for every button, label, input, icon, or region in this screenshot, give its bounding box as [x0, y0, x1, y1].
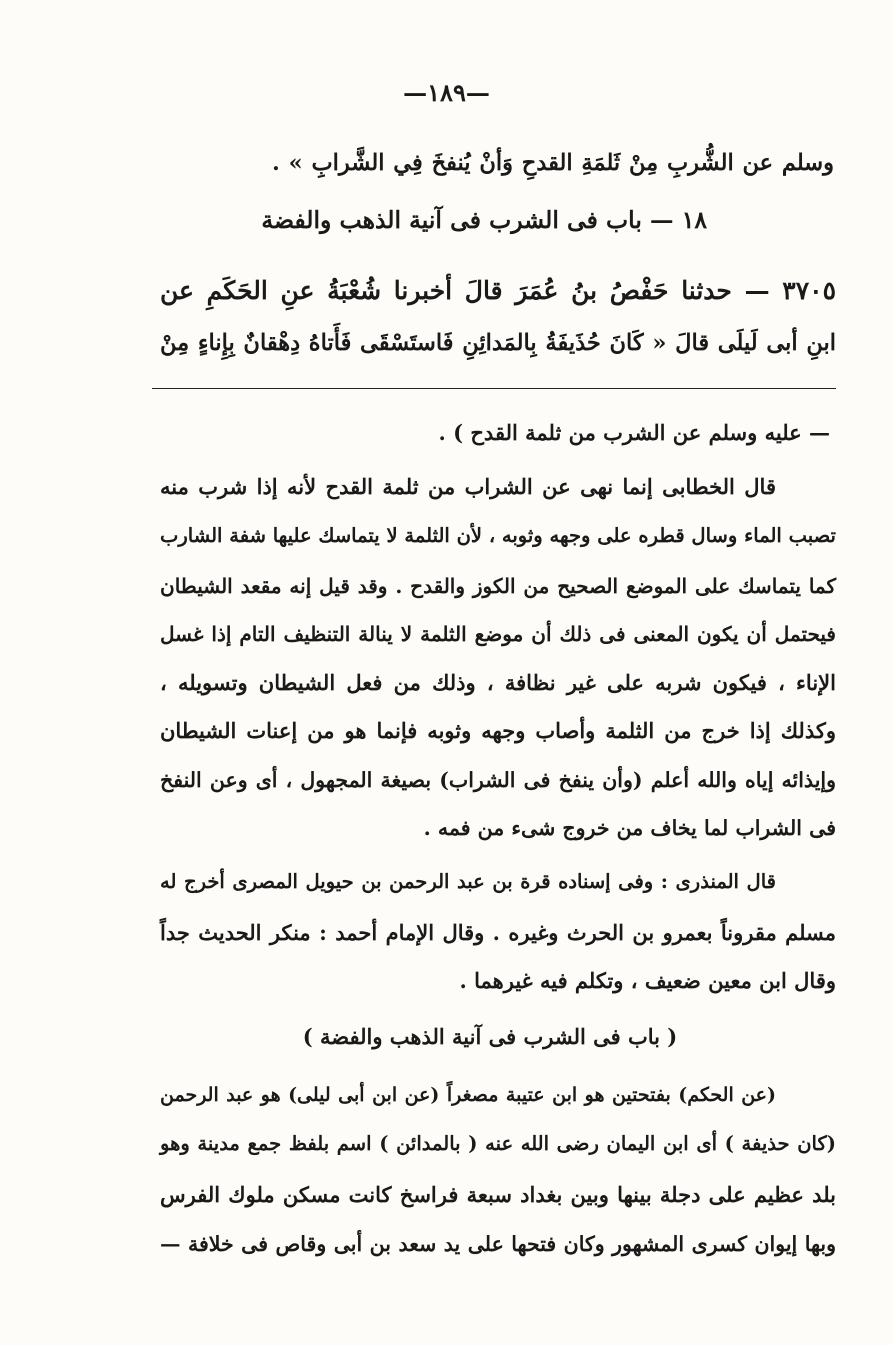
commentary-line-1: — عليه وسلم عن الشرب من ثلمة القدح ) .	[438, 420, 830, 445]
commentary-line-17: وبها إيوان كسرى المشهور وكان فتحها على يد سعد بن أبى وقاص فى خلافة —	[160, 1232, 836, 1256]
commentary-line-16: بلد عظيم على دجلة بينها وبين بغداد سبعة فراسخ كانت مسكن ملوك الفرس	[160, 1182, 836, 1207]
commentary-line-9: فى الشراب لما يخاف من خروج شىء من فمه .	[423, 816, 836, 840]
commentary-line-3: تصبب الماء وسال قطره على وجهه وثوبه ، لأن الثلمة لا يتماسك عليها شفة الشارب	[160, 524, 836, 547]
commentary-line-15: (كان حذيفة ) أى ابن اليمان رضى الله عنه ( بالمدائن ) اسم بلفظ جمع مدينة وهو	[160, 1132, 836, 1155]
commentary-line-10: قال المنذرى : وفى إسناده قرة بن عبد الرحمن بن حيويل المصرى أخرج له	[160, 870, 776, 893]
main-text-line-4: ابنِ أبى لَيلَى قالَ « كَانَ حُذَيفَةُ بِالمَدائِنِ فَاستَسْقَى فَأَتاهُ دِهْقانٌ بِإِناءٍ مِنْ	[160, 330, 836, 356]
commentary-line-4: كما يتماسك على الموضع الصحيح من الكوز والقدح . وقد قيل إنه مقعد الشيطان	[160, 574, 836, 598]
commentary-line-12: وقال ابن معين ضعيف ، وتكلم فيه غيرهما .	[459, 968, 836, 993]
commentary-line-7: وكذلك إذا خرج من الثلمة وأصاب وجهه وثوبه فإنما هو من إعنات الشيطان	[160, 718, 836, 743]
commentary-line-6: الإناء ، فيكون شربه على غير نظافة ، وذلك من فعل الشيطان وتسويله ،	[160, 670, 836, 695]
divider-line	[152, 388, 836, 389]
chapter-heading: ١٨ — باب فى الشرب فى آنية الذهب والفضة	[261, 206, 707, 234]
commentary-line-11: مسلم مقروناً بعمرو بن الحرث وغيره . وقال الإمام أحمد : منكر الحديث جداً	[160, 920, 836, 945]
commentary-line-14: (عن الحكم) بفتحتين هو ابن عتيبة مصغراً (عن ابن أبى ليلى) هو عبد الرحمن	[160, 1084, 776, 1106]
commentary-line-5: فيحتمل أن يكون المعنى فى ذلك أن موضع الثلمة لا ينالة التنظيف التام إذا غسل	[160, 622, 836, 646]
main-text-line-1: وسلم عن الشُّربِ مِنْ ثَلمَةِ القدحِ وَأنْ يُنفخَ فِي الشَّرابِ » .	[272, 150, 834, 176]
commentary-line-2: قال الخطابى إنما نهى عن الشراب من ثلمة القدح لأنه إذا شرب منه	[160, 474, 776, 499]
commentary-chapter-heading: ( باب فى الشرب فى آنية الذهب والفضة )	[302, 1024, 678, 1049]
main-text-line-3: ٣٧٠٥ — حدثنا حَفْصُ بنُ عُمَرَ قالَ أخبرنا شُعْبَةُ عنِ الحَكَمِ عن	[160, 276, 836, 305]
page-number: —١٨٩—	[403, 78, 490, 107]
commentary-line-8: وإيذائه إياه والله أعلم (وأن ينفخ فى الشراب) بصيغة المجهول ، أى وعن النفخ	[160, 768, 836, 792]
